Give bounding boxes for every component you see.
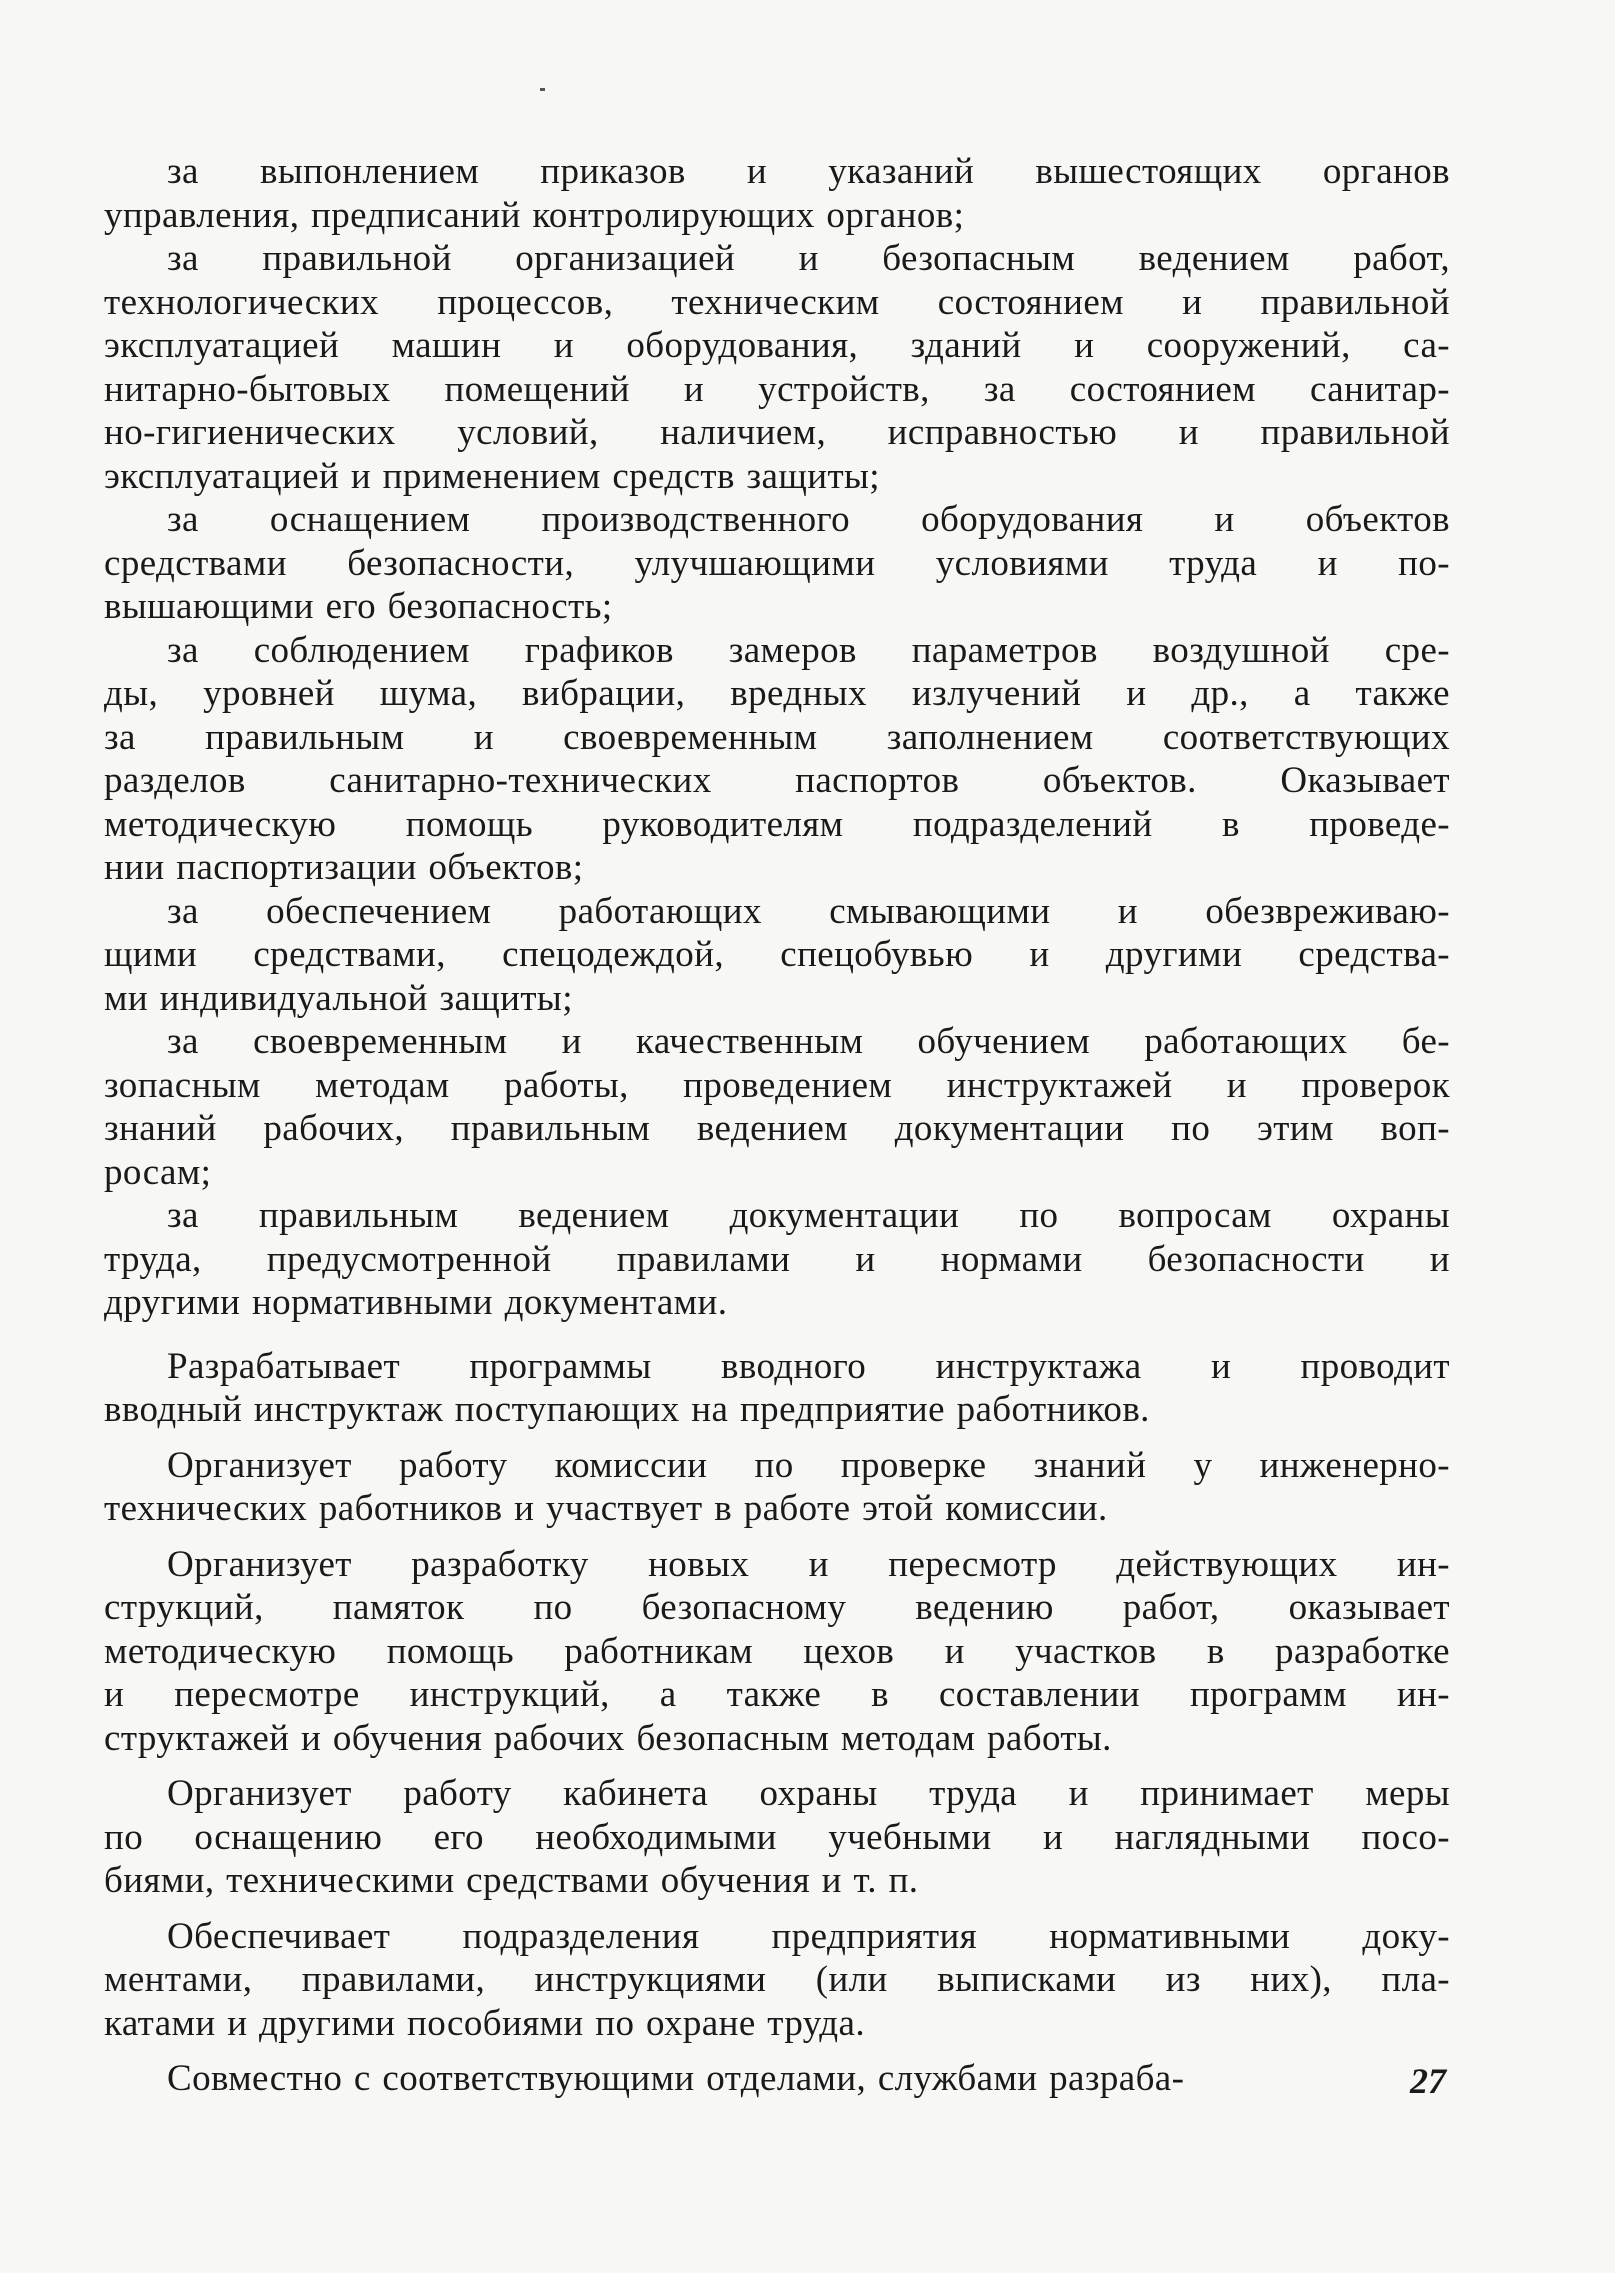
text-line: струкций, памяток по безопасному ведению работ, оказывает: [104, 1587, 1450, 1628]
text-line: вводный инструктаж поступающих на предприятие работников.: [104, 1389, 1150, 1430]
scan-speck: [540, 88, 545, 91]
paragraph: [104, 1772, 1450, 1903]
text-line: структажей и обучения рабочих безопасным методам работы.: [104, 1717, 1112, 1759]
text-line: эксплуатацией машин и оборудования, зданий и сооружений, са-: [104, 325, 1450, 366]
page-number: 27: [1410, 2061, 1446, 2101]
text-line: труда, предусмотренной правилами и нормами безопасности и: [104, 1238, 1450, 1280]
text-line: вышающими его безопасность;: [104, 586, 613, 627]
paragraph: [104, 1444, 1450, 1531]
text-line: росам;: [104, 1151, 212, 1193]
text-line: Совместно с соответствующими отделами, службами разраба-: [167, 2058, 1185, 2099]
text-line: разделов санитарно-технических паспортов объектов. Оказывает: [104, 760, 1450, 801]
text-line: управления, предписаний контролирующих органов;: [104, 194, 965, 236]
text-line: щими средствами, спецодеждой, спецобувью и другими средства-: [104, 934, 1450, 975]
text-line: но-гигиенических условий, наличием, исправностью и правильной: [104, 412, 1450, 453]
paragraph: [104, 890, 1450, 1021]
text-line: по оснащению его необходимыми учебными и наглядными посо-: [104, 1816, 1450, 1858]
text-line: Разрабатывает программы вводного инструктажа и проводит: [167, 1345, 1450, 1387]
text-line: биями, техническими средствами обучения и т. п.: [104, 1860, 919, 1901]
text-line: зопасным методам работы, проведением инструктажей и проверок: [104, 1064, 1450, 1106]
text-line: за выпонлением приказов и указаний вышестоящих органов: [167, 151, 1450, 192]
paragraph: [104, 1020, 1450, 1194]
paragraph: [104, 237, 1450, 498]
text-line: другими нормативными документами.: [104, 1282, 728, 1323]
text-line: за своевременным и качественным обучением работающих бе-: [167, 1021, 1450, 1062]
text-line: средствами безопасности, улучшающими условиями труда и по-: [104, 542, 1450, 584]
text-line: ды, уровней шума, вибрации, вредных излучений и др., а также: [104, 673, 1450, 714]
text-line: методическую помощь руководителям подразделений в проведе-: [104, 803, 1450, 845]
text-line: технологических процессов, техническим состоянием и правильной: [104, 281, 1450, 323]
text-line: нитарно-бытовых помещений и устройств, за состоянием санитар-: [104, 368, 1450, 410]
text-line: за обеспечением работающих смывающими и обезвреживаю-: [167, 890, 1450, 932]
text-line: ми индивидуальной защиты;: [104, 977, 573, 1019]
paragraph: [104, 1194, 1450, 1325]
paragraph: [104, 1915, 1450, 2046]
text-line: Организует работу комиссии по проверке знаний у инженерно-: [167, 1444, 1450, 1486]
text-line: Обеспечивает подразделения предприятия нормативными доку-: [167, 1915, 1450, 1957]
page-body: [104, 150, 1450, 2101]
text-line: за соблюдением графиков замеров параметров воздушной сре-: [167, 629, 1450, 671]
text-line: за оснащением производственного оборудования и объектов: [167, 499, 1450, 540]
text-line: за правильным ведением документации по вопросам охраны: [167, 1195, 1450, 1236]
text-line: эксплуатацией и применением средств защиты;: [104, 455, 880, 497]
text-line: Организует работу кабинета охраны труда и принимает меры: [167, 1773, 1450, 1814]
text-line: и пересмотре инструкций, а также в составлении программ ин-: [104, 1674, 1450, 1715]
text-line: катами и другими пособиями по охране труда.: [104, 2002, 865, 2044]
text-line: Организует разработку новых и пересмотр действующих ин-: [167, 1543, 1450, 1585]
paragraph: [104, 1543, 1450, 1761]
paragraph: [104, 150, 1450, 237]
text-line: знаний рабочих, правильным ведением документации по этим воп-: [104, 1108, 1450, 1149]
text-line: за правильной организацией и безопасным ведением работ,: [167, 238, 1450, 279]
text-line: за правильным и своевременным заполнением соответствующих: [104, 716, 1450, 758]
paragraph: [104, 2057, 1450, 2101]
text-line: нии паспортизации объектов;: [104, 847, 584, 888]
text-line: технических работников и участвует в работе этой комиссии.: [104, 1488, 1108, 1529]
paragraph: [104, 629, 1450, 890]
text-line: методическую помощь работникам цехов и участков в разработке: [104, 1630, 1450, 1672]
paragraph: [104, 498, 1450, 629]
paragraph: [104, 1345, 1450, 1432]
text-line: ментами, правилами, инструкциями (или выписками из них), пла-: [104, 1959, 1450, 2000]
